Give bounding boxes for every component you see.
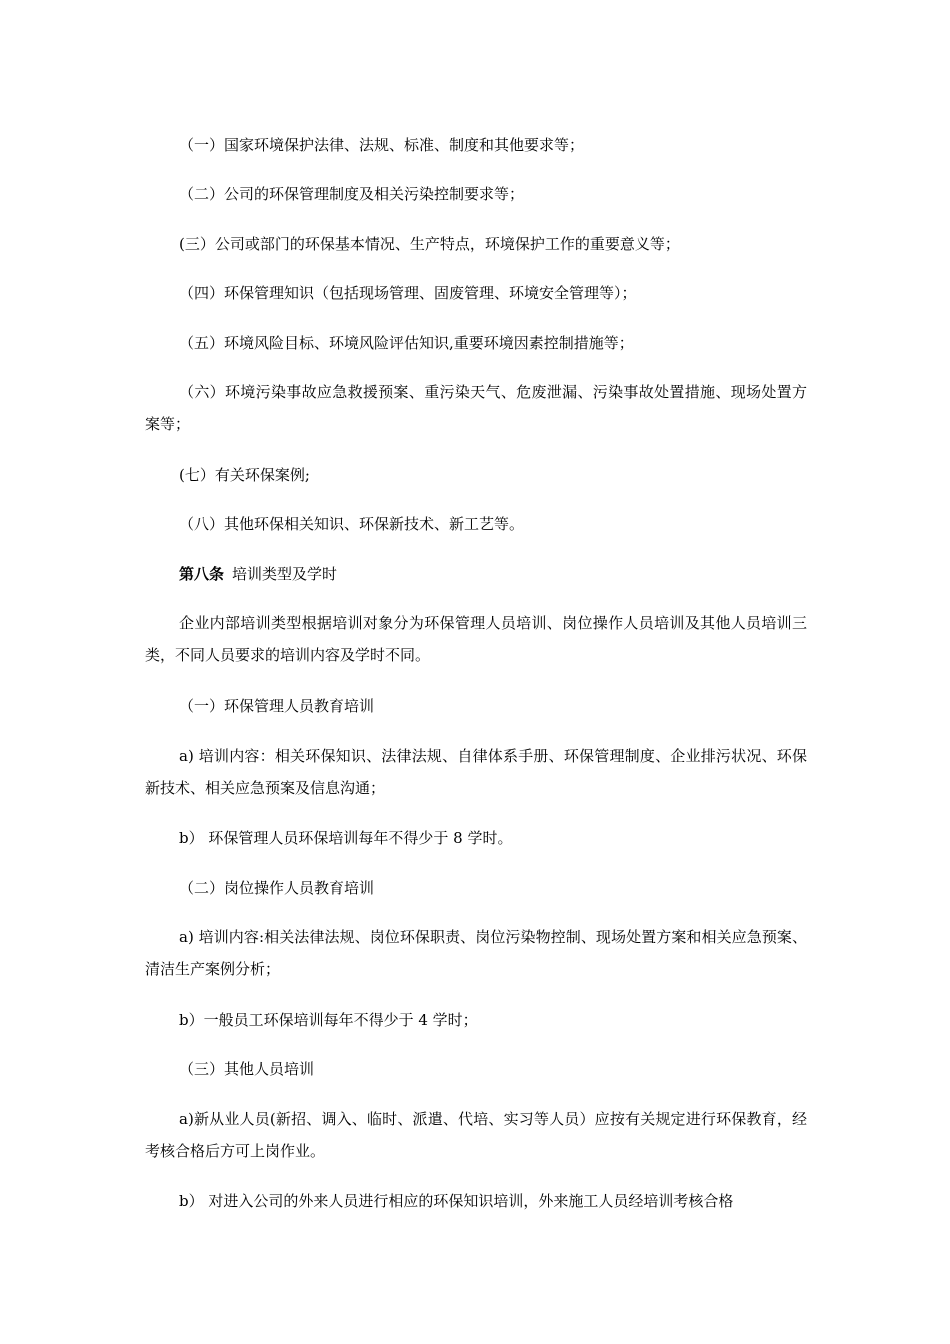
paragraph-7: (七）有关环保案例; bbox=[179, 466, 310, 484]
section-2-heading: （二）岗位操作人员教育培训 bbox=[179, 879, 375, 897]
section-3-item-a: a)新从业人员(新招、调入、临时、派遣、代培、实习等人员）应按有关规定进行环保教育，经考核合格后方可上岗作业。 bbox=[145, 1110, 807, 1160]
section-3-heading: （三）其他人员培训 bbox=[179, 1060, 315, 1078]
paragraph-4: （四）环保管理知识（包括现场管理、固废管理、环境安全管理等）； bbox=[179, 284, 637, 302]
article-8-title: 培训类型及学时 bbox=[232, 565, 338, 583]
article-8-label: 第八条 bbox=[179, 565, 225, 583]
paragraph-training-types: 企业内部培训类型根据培训对象分为环保管理人员培训、岗位操作人员培训及其他人员培训三类，不同人员要求的培训内容及学时不同。 bbox=[145, 614, 807, 664]
paragraph-3: (三）公司或部门的环保基本情况、生产特点，环境保护工作的重要意义等； bbox=[179, 235, 680, 253]
section-2-item-b: b）一般员工环保培训每年不得少于 4 学时； bbox=[179, 1011, 478, 1029]
section-1-item-a: a) 培训内容：相关环保知识、法律法规、自律体系手册、环保管理制度、企业排污状况、环保新技术、相关应急预案及信息沟通； bbox=[145, 747, 807, 797]
paragraph-1: （一）国家环境保护法律、法规、标准、制度和其他要求等； bbox=[179, 136, 585, 154]
section-3-item-b: b） 对进入公司的外来人员进行相应的环保知识培训，外来施工人员经培训考核合格 bbox=[179, 1192, 734, 1210]
paragraph-2: （二）公司的环保管理制度及相关污染控制要求等； bbox=[179, 185, 525, 203]
paragraph-6: （六）环境污染事故应急救援预案、重污染天气、危废泄漏、污染事故处置措施、现场处置方案等； bbox=[145, 383, 807, 433]
section-1-heading: （一）环保管理人员教育培训 bbox=[179, 697, 375, 715]
paragraph-5: （五）环境风险目标、环境风险评估知识,重要环境因素控制措施等； bbox=[179, 334, 634, 352]
paragraph-8: （八）其他环保相关知识、环保新技术、新工艺等。 bbox=[179, 515, 525, 533]
section-2-item-a: a) 培训内容:相关法律法规、岗位环保职责、岗位污染物控制、现场处置方案和相关应急预案、清洁生产案例分析； bbox=[145, 928, 807, 978]
section-1-item-b: b） 环保管理人员环保培训每年不得少于 8 学时。 bbox=[179, 829, 513, 847]
article-8-heading bbox=[145, 558, 807, 590]
